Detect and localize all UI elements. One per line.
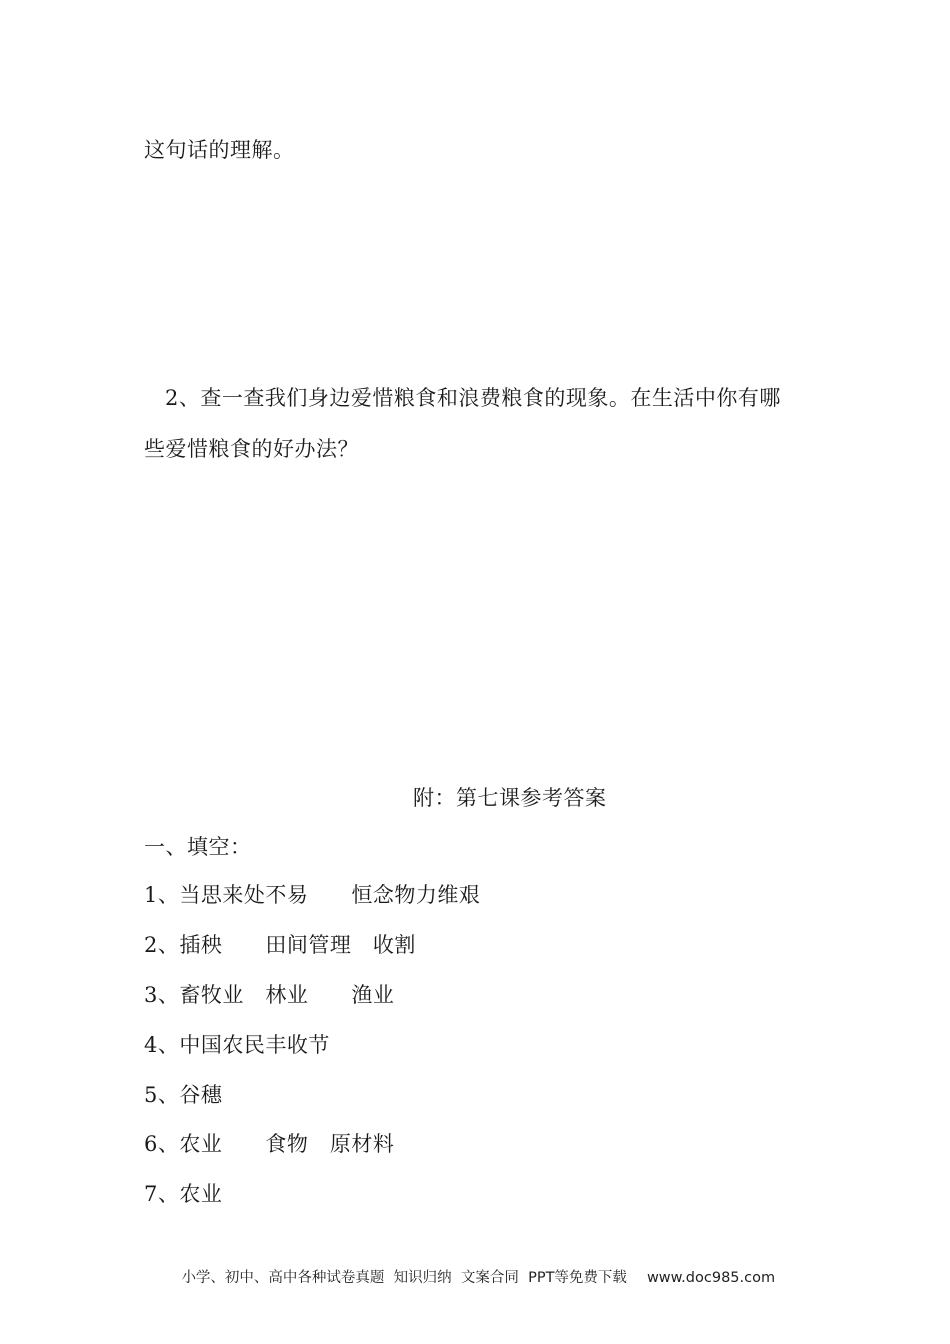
answers-title: 附：第七课参考答案: [413, 786, 607, 810]
footer-url[interactable]: www.doc985.com: [646, 1270, 776, 1286]
page-footer: [163, 1242, 775, 1314]
answer-item-2: 2、插秧 田间管理 收割: [144, 933, 416, 957]
answer-item-3: 3、畜牧业 林业 渔业: [144, 983, 395, 1007]
question-2-line-2: 些爱惜粮食的好办法？: [144, 437, 359, 461]
footer-text: 小学、初中、高中各种试卷真题 知识归纳 文案合同 PPT等免费下载: [181, 1270, 627, 1286]
answers-section-heading: 一、填空：: [144, 835, 252, 859]
answer-item-5: 5、谷穗: [144, 1083, 223, 1107]
answer-item-1: 1、当思来处不易 恒念物力维艰: [144, 883, 481, 907]
question-2-line-1: 2、查一查我们身边爱惜粮食和浪费粮食的现象。在生活中你有哪: [165, 386, 781, 410]
answer-item-6: 6、农业 食物 原材料: [144, 1132, 395, 1156]
answer-item-7: 7、农业: [144, 1182, 223, 1206]
continuation-text: 这句话的理解。: [144, 138, 295, 162]
answer-item-4: 4、中国农民丰收节: [144, 1033, 330, 1057]
